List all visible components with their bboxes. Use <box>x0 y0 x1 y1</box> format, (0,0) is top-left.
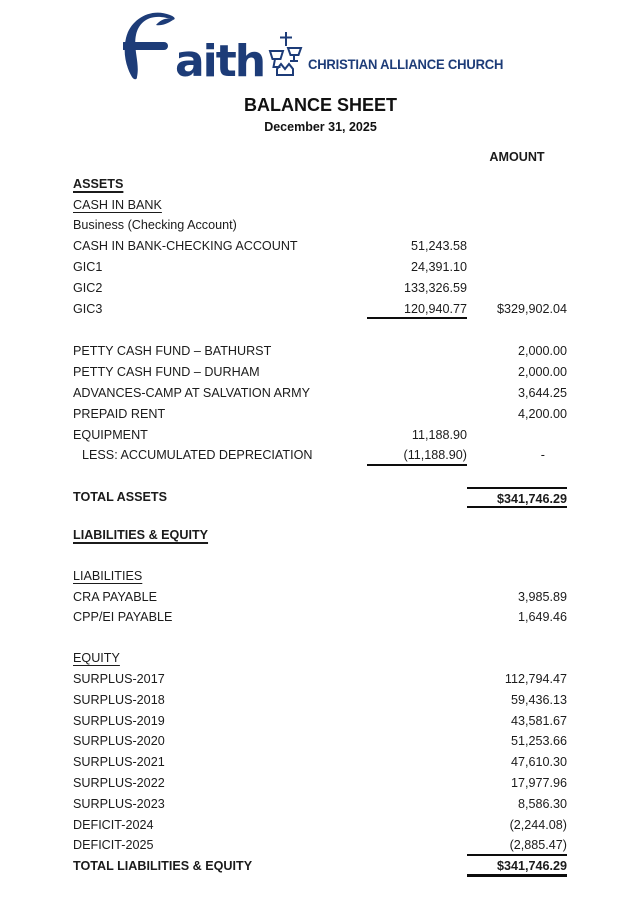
mid-amount <box>367 607 467 628</box>
right-amount: - <box>540 448 545 463</box>
mid-amount <box>367 711 467 732</box>
table-row <box>73 690 567 711</box>
mid-amount <box>367 362 467 383</box>
label-column-header <box>73 147 367 168</box>
mid-amount <box>367 404 467 425</box>
table-row <box>73 487 567 508</box>
right-amount: 2,000.00 <box>517 365 567 380</box>
faith-cross-swoosh-icon <box>123 11 179 86</box>
mid-amount <box>367 525 467 546</box>
mid-column-header <box>367 147 467 168</box>
right-amount: 1,649.46 <box>517 610 567 625</box>
row-label: CRA PAYABLE <box>73 589 157 604</box>
table-row <box>73 815 567 836</box>
row-label: DEFICIT-2024 <box>73 817 154 832</box>
row-label: SURPLUS-2019 <box>73 713 165 728</box>
table-row <box>73 236 567 257</box>
row-label: TOTAL ASSETS <box>73 490 167 505</box>
mid-amount: 11,188.90 <box>411 427 467 442</box>
table-row <box>73 648 567 669</box>
mid-amount <box>367 174 467 195</box>
table-row <box>73 525 567 546</box>
row-label: CASH IN BANK-CHECKING ACCOUNT <box>73 239 298 254</box>
row-label: Business (Checking Account) <box>73 218 237 233</box>
org-name: CHRISTIAN ALLIANCE CHURCH <box>308 56 504 72</box>
table-row <box>73 299 567 320</box>
row-label: ADVANCES-CAMP AT SALVATION ARMY <box>73 385 311 400</box>
row-label: PREPAID RENT <box>73 406 166 421</box>
report-date: December 31, 2025 <box>264 120 377 134</box>
row-label: LESS: ACCUMULATED DEPRECIATION <box>82 448 313 463</box>
table-row <box>73 607 567 628</box>
right-amount <box>467 425 567 446</box>
row-label: SURPLUS-2022 <box>73 775 165 790</box>
amount-column-header: AMOUNT <box>489 150 545 164</box>
row-label: EQUIPMENT <box>73 427 148 442</box>
right-amount: $329,902.04 <box>496 301 567 316</box>
mid-amount <box>367 587 467 608</box>
row-label: GIC1 <box>73 259 103 274</box>
mid-amount <box>367 648 467 669</box>
mid-amount: 133,326.59 <box>403 280 467 295</box>
mid-amount <box>367 752 467 773</box>
row-label: SURPLUS-2021 <box>73 755 165 770</box>
mid-amount <box>367 731 467 752</box>
rows-container <box>73 174 567 877</box>
right-amount <box>467 525 567 546</box>
table-row <box>73 731 567 752</box>
row-label: SURPLUS-2020 <box>73 734 165 749</box>
row-label: DEFICIT-2025 <box>73 838 154 853</box>
mid-amount <box>367 341 467 362</box>
column-header-row <box>73 147 567 168</box>
right-amount: 8,586.30 <box>517 796 567 811</box>
table-row <box>73 835 567 856</box>
right-amount: 2,000.00 <box>517 344 567 359</box>
right-amount: 3,985.89 <box>517 589 567 604</box>
table-row <box>73 257 567 278</box>
table-row <box>73 856 567 877</box>
mid-amount: 24,391.10 <box>410 259 467 274</box>
faith-wordmark: aith <box>174 36 265 87</box>
row-label: LIABILITIES <box>73 568 143 583</box>
right-amount <box>467 648 567 669</box>
right-amount: $341,746.29 <box>467 487 567 508</box>
mid-amount <box>367 383 467 404</box>
row-label: GIC2 <box>73 280 103 295</box>
mid-amount: 51,243.58 <box>410 239 467 254</box>
row-label: TOTAL LIABILITIES & EQUITY <box>73 859 253 874</box>
alliance-emblem-icon <box>267 31 303 86</box>
table-row <box>73 278 567 299</box>
table-row <box>73 669 567 690</box>
mid-amount <box>367 794 467 815</box>
row-label: SURPLUS-2018 <box>73 692 165 707</box>
right-amount: (2,244.08) <box>509 817 567 832</box>
table-row <box>73 404 567 425</box>
row-label: EQUITY <box>73 651 120 666</box>
right-amount: 43,581.67 <box>510 713 567 728</box>
church-logo <box>0 16 641 86</box>
table-row <box>73 752 567 773</box>
right-amount: 47,610.30 <box>510 755 567 770</box>
right-amount <box>467 257 567 278</box>
right-amount: 59,436.13 <box>510 692 567 707</box>
report-title: BALANCE SHEET <box>243 95 397 115</box>
row-label: PETTY CASH FUND – DURHAM <box>73 365 260 380</box>
mid-amount: (11,188.90) <box>367 445 467 466</box>
table-row <box>73 215 567 236</box>
row-label: SURPLUS-2023 <box>73 796 165 811</box>
right-amount <box>467 174 567 195</box>
ledger <box>73 147 567 877</box>
right-amount: 17,977.96 <box>510 775 567 790</box>
mid-amount <box>367 215 467 236</box>
right-amount <box>467 566 567 587</box>
table-row <box>73 341 567 362</box>
mid-amount <box>367 835 467 856</box>
mid-amount <box>367 487 467 508</box>
mid-amount: 120,940.77 <box>367 299 467 320</box>
right-amount: 4,200.00 <box>517 406 567 421</box>
mid-amount <box>367 773 467 794</box>
row-label: GIC3 <box>73 301 103 316</box>
spacer <box>73 628 567 648</box>
table-row <box>73 383 567 404</box>
table-row <box>73 195 567 216</box>
right-amount <box>467 278 567 299</box>
right-amount: 51,253.66 <box>510 734 567 749</box>
right-amount <box>467 195 567 216</box>
row-label: ASSETS <box>73 176 124 191</box>
row-label: CASH IN BANK <box>73 197 162 212</box>
right-amount <box>467 236 567 257</box>
spacer <box>73 319 567 341</box>
spacer <box>73 466 567 487</box>
table-row <box>73 794 567 815</box>
right-amount <box>467 215 567 236</box>
right-amount: 112,794.47 <box>504 671 567 686</box>
row-label: CPP/EI PAYABLE <box>73 610 173 625</box>
row-label: PETTY CASH FUND – BATHURST <box>73 344 272 359</box>
table-row <box>73 174 567 195</box>
table-row <box>73 587 567 608</box>
spacer <box>73 546 567 566</box>
table-row <box>73 362 567 383</box>
mid-amount <box>367 566 467 587</box>
mid-amount <box>367 669 467 690</box>
right-amount: $341,746.29 <box>467 856 567 877</box>
table-row <box>73 566 567 587</box>
table-row <box>73 425 567 446</box>
mid-amount <box>367 856 467 877</box>
right-amount: (2,885.47) <box>467 835 567 856</box>
spacer <box>73 508 567 525</box>
mid-amount <box>367 195 467 216</box>
table-row <box>73 711 567 732</box>
letterhead <box>0 16 641 134</box>
right-amount: 3,644.25 <box>517 385 567 400</box>
mid-amount <box>367 815 467 836</box>
mid-amount <box>367 690 467 711</box>
table-row <box>73 445 567 466</box>
row-label: LIABILITIES & EQUITY <box>73 527 209 542</box>
table-row <box>73 773 567 794</box>
row-label: SURPLUS-2017 <box>73 671 165 686</box>
